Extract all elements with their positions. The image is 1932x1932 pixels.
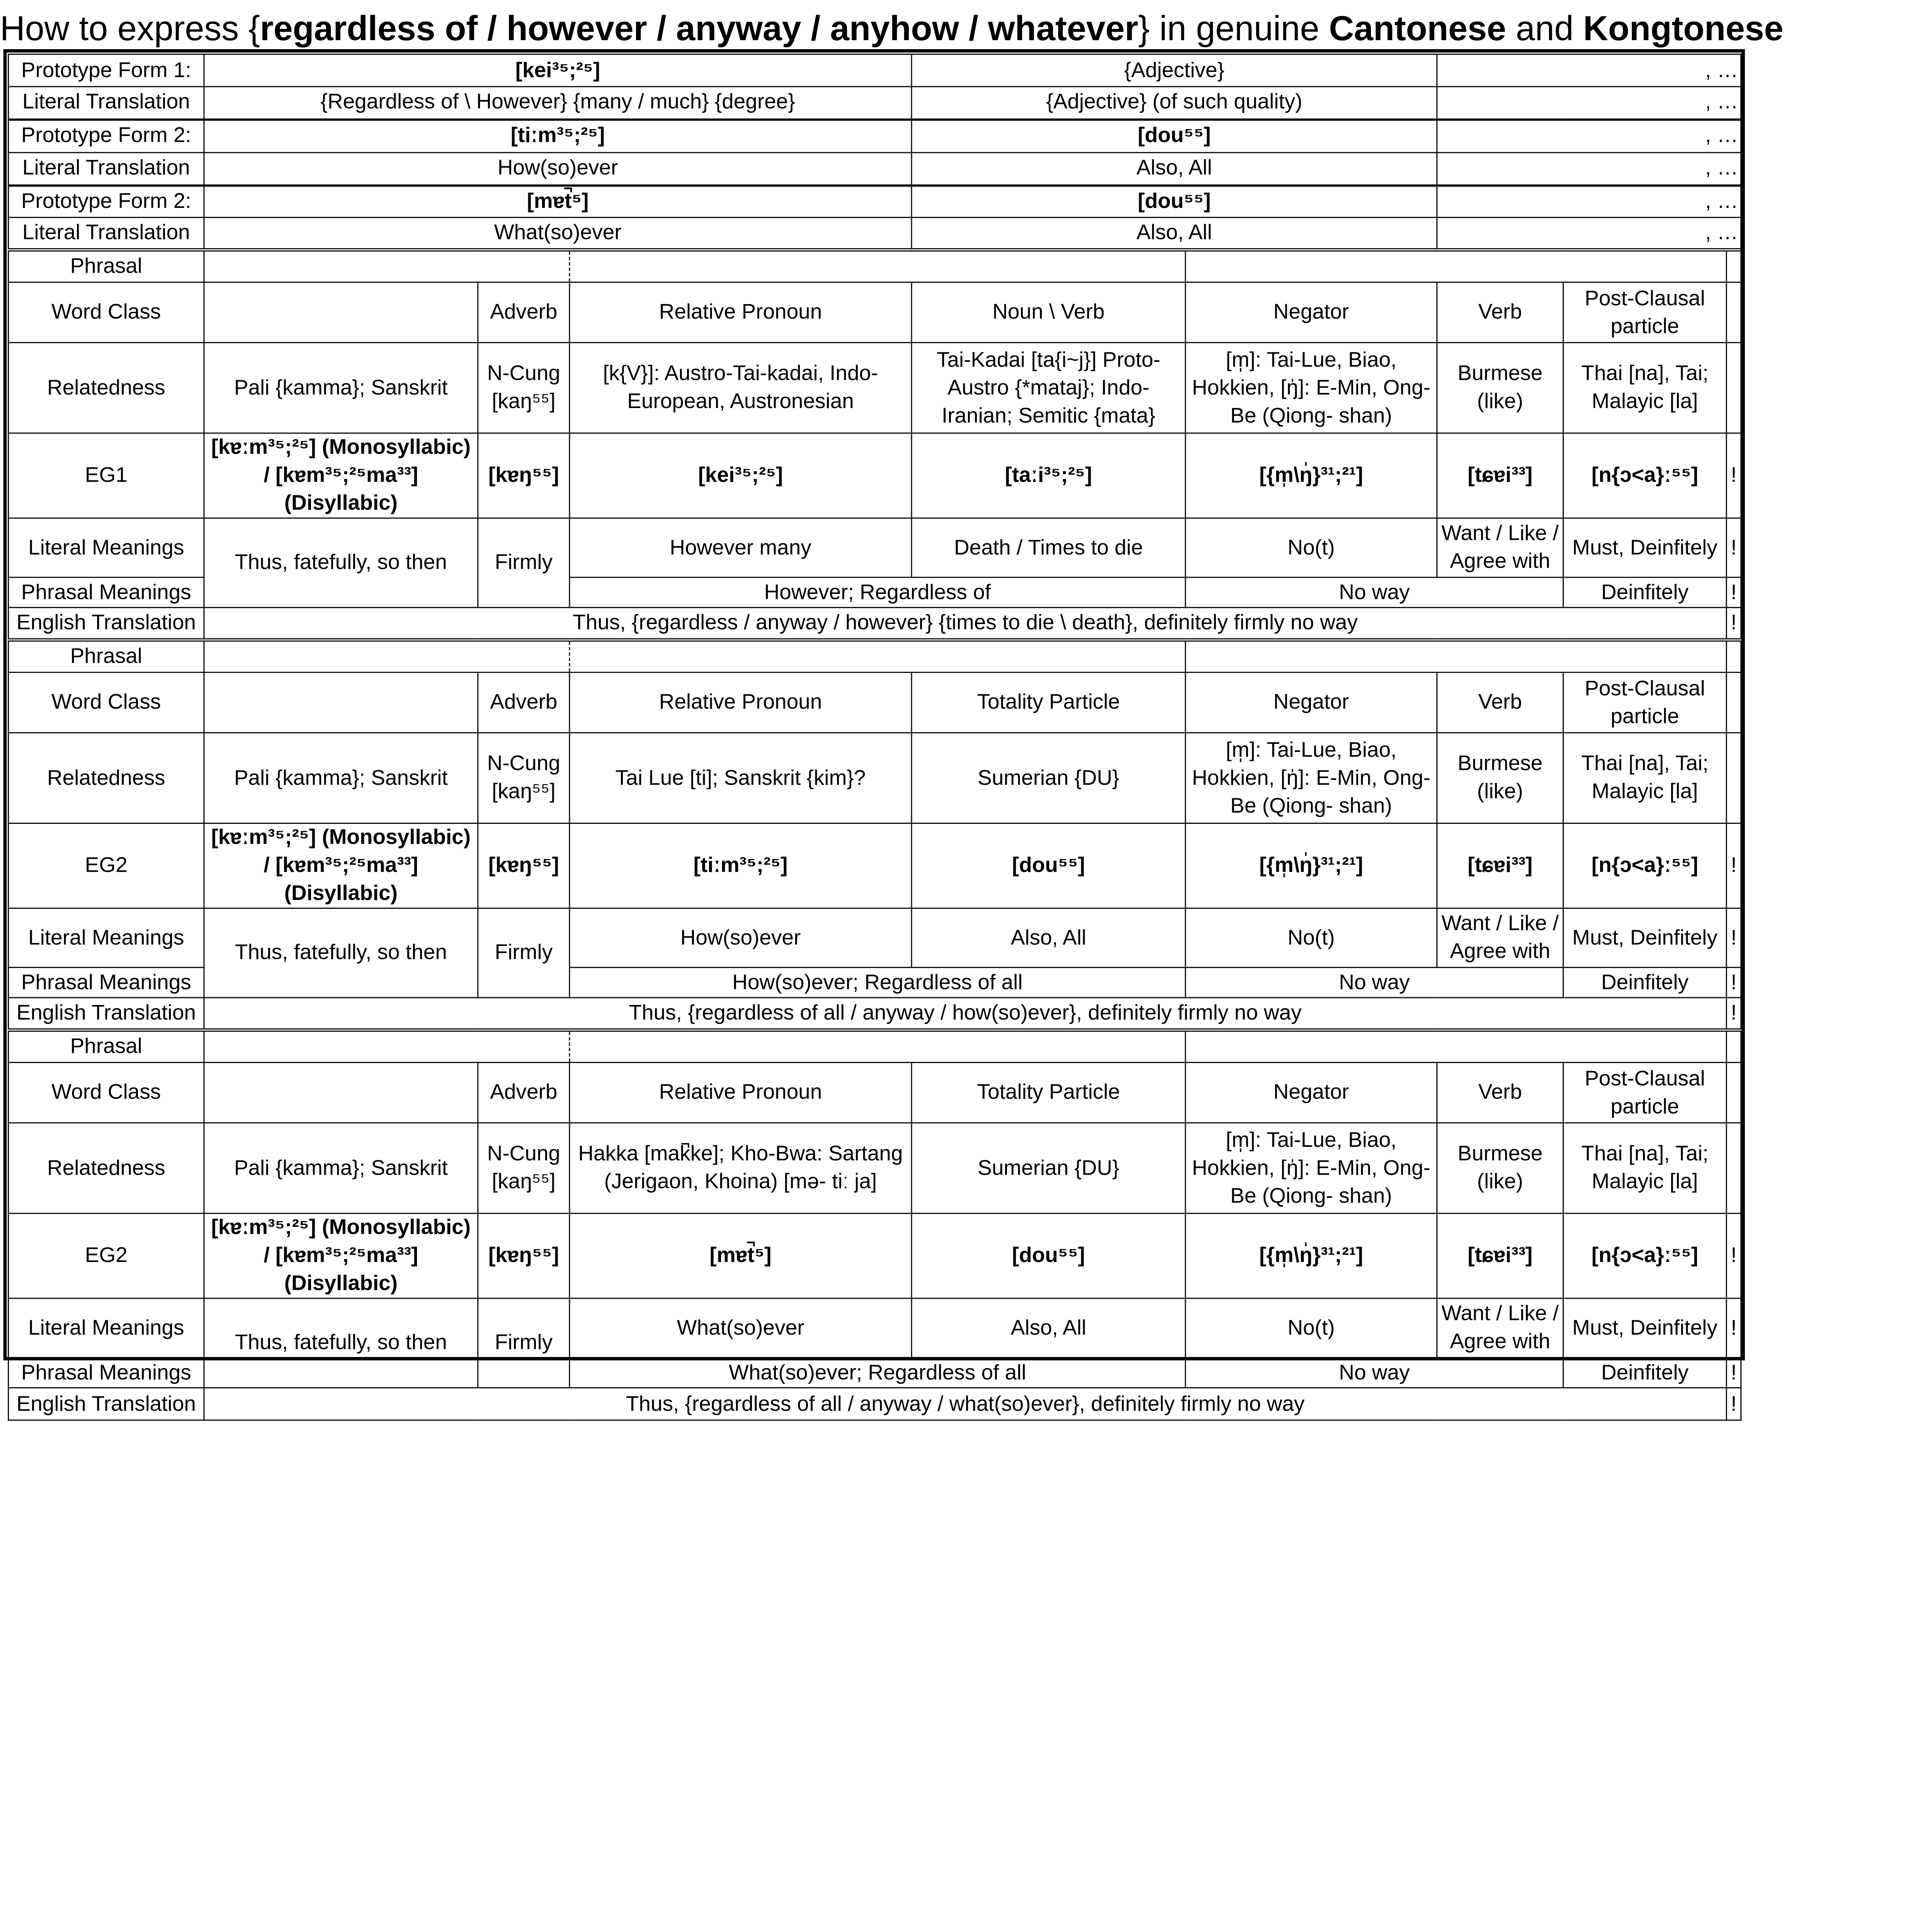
row-label: Literal Translation — [9, 87, 204, 119]
word-class-cell: Relative Pronoun — [570, 282, 912, 342]
example-cell: [kɐŋ⁵⁵] — [478, 823, 570, 908]
title-mid: } in genuine — [1138, 9, 1329, 48]
phrasal-row — [9, 640, 1741, 672]
phrasal-blank — [570, 1030, 1185, 1063]
relatedness-row — [9, 1123, 1741, 1213]
word-class-cell: Noun \ Verb — [912, 282, 1185, 342]
row-label: Prototype Form 2: — [9, 119, 204, 153]
row-label: English Translation — [9, 607, 204, 640]
literal-cell: Thus, fatefully, so then — [204, 908, 478, 997]
literal-cell: Want / Like / Agree with — [1437, 1298, 1563, 1357]
literal-cell: Also, All — [912, 908, 1185, 967]
row-label: Relatedness — [9, 733, 204, 823]
word-class-cell: Adverb — [478, 282, 570, 342]
example-cell: [n{ɔ<a}ː⁵⁵] — [1563, 1213, 1726, 1298]
row-end: ! — [1726, 577, 1741, 607]
relatedness-row — [9, 733, 1741, 823]
page-title — [0, 5, 1784, 54]
phrasal-meaning-cell: However; Regardless of — [570, 577, 1185, 607]
row-label: English Translation — [9, 1388, 204, 1420]
literal-cell: Thus, fatefully, so then — [204, 1298, 478, 1388]
word-class-cell: Totality Particle — [912, 1063, 1185, 1123]
relatedness-cell: N-Cung [kaŋ⁵⁵] — [478, 733, 570, 823]
phrasal-blank — [1185, 640, 1726, 672]
example-cell: [dou⁵⁵] — [912, 823, 1185, 908]
relatedness-cell: Burmese (like) — [1437, 343, 1563, 433]
relatedness-cell: Hakka [mak̚ke]; Kho-Bwa: Sartang (Jerigaon, Khoina) [mə- tiː ja] — [570, 1123, 912, 1213]
row-label: Phrasal Meanings — [9, 577, 204, 607]
relatedness-cell: [m̩]: Tai-Lue, Biao, Hokkien, [ŋ̍]: E-Min, Ong-Be (Qiong- shan) — [1185, 733, 1437, 823]
relatedness-cell: N-Cung [kaŋ⁵⁵] — [478, 343, 570, 433]
word-class-cell — [204, 672, 478, 733]
prototype-second: {Adjective} (of such quality) — [912, 87, 1437, 119]
prototype-continuation: , … — [1437, 119, 1741, 153]
relatedness-cell: Pali {kamma}; Sanskrit — [204, 1123, 478, 1213]
row-label: Prototype Form 1: — [9, 54, 204, 87]
row-end: ! — [1726, 518, 1741, 577]
row-label: Relatedness — [9, 1123, 204, 1213]
word-class-cell: Adverb — [478, 672, 570, 733]
title-lang1: Cantonese — [1329, 9, 1506, 48]
example-cell: [n{ɔ<a}ː⁵⁵] — [1563, 433, 1726, 518]
literal-cell: Firmly — [478, 908, 570, 997]
word-class-cell: Post-Clausal particle — [1563, 672, 1726, 733]
prototype-first: {Regardless of \ However} {many / much} {degree} — [204, 87, 912, 119]
row-label: Word Class — [9, 282, 204, 342]
word-class-cell: Adverb — [478, 1063, 570, 1123]
literal-cell: Must, Deinfitely — [1563, 908, 1726, 967]
word-class-cell: Negator — [1185, 1063, 1437, 1123]
relatedness-cell: Sumerian {DU} — [912, 1123, 1185, 1213]
prototype-first: [mɐt̚⁵] — [204, 185, 912, 218]
row-end — [1726, 1123, 1741, 1213]
english-translation-row — [9, 998, 1741, 1030]
phrasal-row — [9, 250, 1741, 282]
row-end: ! — [1726, 968, 1741, 998]
example-cell: [kɐːm³⁵;²⁵] (Monosyllabic) / [kɐm³⁵;²⁵ma³³] (Disyllabic) — [204, 433, 478, 518]
relatedness-cell: Thai [na], Tai; Malayic [la] — [1563, 733, 1726, 823]
english-translation-row — [9, 607, 1741, 640]
example-row — [9, 433, 1741, 518]
example-row — [9, 1213, 1741, 1298]
example-row — [9, 823, 1741, 908]
title-terms: regardless of / however / anyway / anyhow / whatever — [260, 9, 1138, 48]
phrasal-blank — [1185, 250, 1726, 282]
relatedness-cell: Pali {kamma}; Sanskrit — [204, 733, 478, 823]
literal-cell: Want / Like / Agree with — [1437, 908, 1563, 967]
literal-cell: However many — [570, 518, 912, 577]
phrasal-end — [1726, 250, 1741, 282]
literal-meanings-row — [9, 1298, 1741, 1357]
prototype-continuation: , … — [1437, 87, 1741, 119]
word-class-row — [9, 282, 1741, 342]
relatedness-cell: Thai [na], Tai; Malayic [la] — [1563, 343, 1726, 433]
example-cell: [{m̩\ŋ̍}³¹;²¹] — [1185, 1213, 1437, 1298]
row-label: Literal Meanings — [9, 908, 204, 967]
row-label: English Translation — [9, 998, 204, 1030]
row-label: Literal Meanings — [9, 518, 204, 577]
phrasal-meaning-cell: Deinfitely — [1563, 1357, 1726, 1388]
example-cell: [taːi³⁵;²⁵] — [912, 433, 1185, 518]
row-label: EG2 — [9, 1213, 204, 1298]
prototype-first: [kei³⁵;²⁵] — [204, 54, 912, 87]
example-cell: [tɕɐi³³] — [1437, 1213, 1563, 1298]
phrasal-blank — [570, 640, 1185, 672]
phrasal-blank — [204, 250, 570, 282]
phrasal-label: Phrasal — [9, 1030, 204, 1063]
relatedness-row — [9, 343, 1741, 433]
phrasal-meaning-cell: How(so)ever; Regardless of all — [570, 968, 1185, 998]
literal-cell: How(so)ever — [570, 908, 912, 967]
row-end — [1726, 733, 1741, 823]
prototype-continuation: , … — [1437, 54, 1741, 87]
row-label: Literal Translation — [9, 153, 204, 185]
example-cell: [kɐːm³⁵;²⁵] (Monosyllabic) / [kɐm³⁵;²⁵ma³³] (Disyllabic) — [204, 1213, 478, 1298]
english-translation: Thus, {regardless of all / anyway / what(so)ever}, definitely firmly no way — [204, 1388, 1726, 1420]
prototype-second: [dou⁵⁵] — [912, 119, 1437, 153]
relatedness-cell: [m̩]: Tai-Lue, Biao, Hokkien, [ŋ̍]: E-Min, Ong-Be (Qiong- shan) — [1185, 343, 1437, 433]
example-cell: [dou⁵⁵] — [912, 1213, 1185, 1298]
literal-cell: Also, All — [912, 1298, 1185, 1357]
example-cell: [kɐŋ⁵⁵] — [478, 433, 570, 518]
relatedness-cell: Tai-Kadai [ta{i~j}] Proto-Austro {*mataj}; Indo-Iranian; Semitic {mata} — [912, 343, 1185, 433]
row-label: Literal Translation — [9, 218, 204, 250]
row-end: ! — [1726, 998, 1741, 1030]
prototype-second: [dou⁵⁵] — [912, 185, 1437, 218]
phrasal-blank — [204, 1030, 570, 1063]
phrasal-meaning-cell: No way — [1185, 968, 1563, 998]
phrasal-end — [1726, 640, 1741, 672]
comparison-table — [8, 54, 1742, 1421]
literal-cell: Firmly — [478, 518, 570, 607]
literal-meanings-row — [9, 908, 1741, 967]
phrasal-meaning-cell: Deinfitely — [1563, 577, 1726, 607]
example-cell: [mɐt̚⁵] — [570, 1213, 912, 1298]
row-label: Phrasal Meanings — [9, 968, 204, 998]
prototype-second: Also, All — [912, 218, 1437, 250]
word-class-cell: Post-Clausal particle — [1563, 1063, 1726, 1123]
phrasal-meaning-cell: What(so)ever; Regardless of all — [570, 1357, 1185, 1388]
literal-cell: Must, Deinfitely — [1563, 518, 1726, 577]
prototype-first: How(so)ever — [204, 153, 912, 185]
row-end: ! — [1726, 607, 1741, 640]
example-cell: [n{ɔ<a}ː⁵⁵] — [1563, 823, 1726, 908]
prototype-first: What(so)ever — [204, 218, 912, 250]
word-class-cell: Verb — [1437, 672, 1563, 733]
title-lang2: Kongtonese — [1583, 9, 1784, 48]
phrasal-label: Phrasal — [9, 640, 204, 672]
row-label: Prototype Form 2: — [9, 185, 204, 218]
prototype-row — [9, 87, 1741, 119]
literal-cell: Want / Like / Agree with — [1437, 518, 1563, 577]
literal-cell: What(so)ever — [570, 1298, 912, 1357]
relatedness-cell: Tai Lue [ti]; Sanskrit {kim}? — [570, 733, 912, 823]
row-end — [1726, 282, 1741, 342]
literal-cell: Must, Deinfitely — [1563, 1298, 1726, 1357]
word-class-cell: Negator — [1185, 282, 1437, 342]
example-cell: [kɐŋ⁵⁵] — [478, 1213, 570, 1298]
word-class-cell: Verb — [1437, 282, 1563, 342]
prototype-second: Also, All — [912, 153, 1437, 185]
row-end: ! — [1726, 908, 1741, 967]
word-class-row — [9, 672, 1741, 733]
phrasal-meaning-cell: No way — [1185, 577, 1563, 607]
row-label: Word Class — [9, 672, 204, 733]
row-end: ! — [1726, 1298, 1741, 1357]
example-cell: [{m̩\ŋ̍}³¹;²¹] — [1185, 823, 1437, 908]
word-class-cell: Post-Clausal particle — [1563, 282, 1726, 342]
example-cell: [tiːm³⁵;²⁵] — [570, 823, 912, 908]
row-label: Word Class — [9, 1063, 204, 1123]
phrasal-blank — [1185, 1030, 1726, 1063]
row-end: ! — [1726, 1357, 1741, 1388]
relatedness-cell: Burmese (like) — [1437, 1123, 1563, 1213]
example-cell: [{m̩\ŋ̍}³¹;²¹] — [1185, 433, 1437, 518]
row-end: ! — [1726, 1388, 1741, 1420]
literal-meanings-row — [9, 518, 1741, 577]
example-cell: [tɕɐi³³] — [1437, 823, 1563, 908]
literal-cell: Death / Times to die — [912, 518, 1185, 577]
literal-cell: No(t) — [1185, 908, 1437, 967]
phrasal-label: Phrasal — [9, 250, 204, 282]
relatedness-cell: [m̩]: Tai-Lue, Biao, Hokkien, [ŋ̍]: E-Min, Ong-Be (Qiong- shan) — [1185, 1123, 1437, 1213]
title-and: and — [1506, 9, 1583, 48]
relatedness-cell: [k{V}]: Austro-Tai-kadai, Indo-European, Austronesian — [570, 343, 912, 433]
prototype-row — [9, 54, 1741, 87]
phrasal-meaning-cell: Deinfitely — [1563, 968, 1726, 998]
example-cell: [kei³⁵;²⁵] — [570, 433, 912, 518]
phrasal-blank — [570, 250, 1185, 282]
row-label: Literal Meanings — [9, 1298, 204, 1357]
row-end: ! — [1726, 823, 1741, 908]
literal-cell: No(t) — [1185, 518, 1437, 577]
row-end: ! — [1726, 433, 1741, 518]
word-class-cell: Relative Pronoun — [570, 672, 912, 733]
relatedness-cell: Sumerian {DU} — [912, 733, 1185, 823]
prototype-second: {Adjective} — [912, 54, 1437, 87]
row-label: EG2 — [9, 823, 204, 908]
title-pre: How to express { — [0, 9, 260, 48]
prototype-continuation: , … — [1437, 185, 1741, 218]
row-label: Phrasal Meanings — [9, 1357, 204, 1388]
english-translation: Thus, {regardless of all / anyway / how(so)ever}, definitely firmly no way — [204, 998, 1726, 1030]
literal-cell: Thus, fatefully, so then — [204, 518, 478, 607]
word-class-cell — [204, 282, 478, 342]
literal-cell: No(t) — [1185, 1298, 1437, 1357]
row-end: ! — [1726, 1213, 1741, 1298]
phrasal-meaning-cell: No way — [1185, 1357, 1563, 1388]
word-class-cell — [204, 1063, 478, 1123]
prototype-row — [9, 153, 1741, 185]
prototype-row — [9, 119, 1741, 153]
relatedness-cell: Thai [na], Tai; Malayic [la] — [1563, 1123, 1726, 1213]
example-cell: [kɐːm³⁵;²⁵] (Monosyllabic) / [kɐm³⁵;²⁵ma³³] (Disyllabic) — [204, 823, 478, 908]
row-end — [1726, 672, 1741, 733]
word-class-row — [9, 1063, 1741, 1123]
example-cell: [tɕɐi³³] — [1437, 433, 1563, 518]
prototype-first: [tiːm³⁵;²⁵] — [204, 119, 912, 153]
row-label: Relatedness — [9, 343, 204, 433]
word-class-cell: Verb — [1437, 1063, 1563, 1123]
relatedness-cell: Burmese (like) — [1437, 733, 1563, 823]
literal-cell: Firmly — [478, 1298, 570, 1388]
row-end — [1726, 343, 1741, 433]
prototype-row — [9, 218, 1741, 250]
word-class-cell: Negator — [1185, 672, 1437, 733]
relatedness-cell: Pali {kamma}; Sanskrit — [204, 343, 478, 433]
prototype-continuation: , … — [1437, 218, 1741, 250]
english-translation: Thus, {regardless / anyway / however} {times to die \ death}, definitely firmly no way — [204, 607, 1726, 640]
relatedness-cell: N-Cung [kaŋ⁵⁵] — [478, 1123, 570, 1213]
phrasal-end — [1726, 1030, 1741, 1063]
english-translation-row — [9, 1388, 1741, 1420]
prototype-row — [9, 185, 1741, 218]
row-end — [1726, 1063, 1741, 1123]
prototype-continuation: , … — [1437, 153, 1741, 185]
word-class-cell: Relative Pronoun — [570, 1063, 912, 1123]
phrasal-blank — [204, 640, 570, 672]
word-class-cell: Totality Particle — [912, 672, 1185, 733]
row-label: EG1 — [9, 433, 204, 518]
phrasal-row — [9, 1030, 1741, 1063]
